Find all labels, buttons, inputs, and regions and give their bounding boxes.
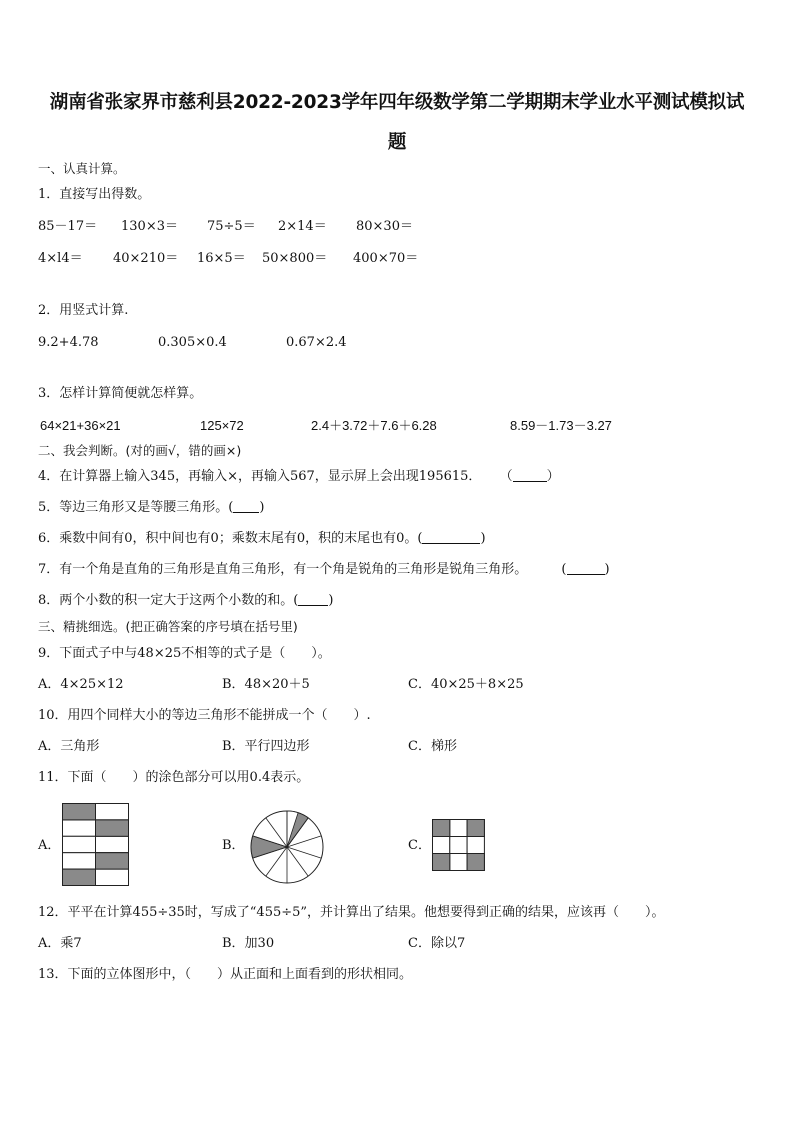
q2-label: 2．用竖式计算. [38, 303, 129, 318]
q9-text: 9．下面式子中与48×25不相等的式子是（ ）。 [38, 646, 331, 661]
q7-text: 7．有一个角是直角的三角形是直角三角形，有一个角是锐角的三角形是锐角三角形。 [38, 562, 528, 577]
q12-option-b[interactable]: B．加30 [222, 936, 275, 951]
q5 [38, 500, 264, 516]
q4 [38, 469, 560, 485]
q2-expr: 0.305×0.4 [158, 335, 227, 350]
q11-figure-a-grid [62, 803, 129, 886]
q6-text: 6．乘数中间有0，积中间也有0；乘数末尾有0，积的末尾也有0。 [38, 531, 418, 546]
q2-expr: 9.2+4.78 [38, 335, 99, 350]
q4-answer[interactable]: （ ） [499, 469, 560, 484]
q8 [38, 593, 333, 609]
page-title-line1: 湖南省张家界市慈利县2022-2023学年四年级数学第二学期期末学业水平测试模拟试 [49, 92, 745, 113]
q1-expr: 4×l4＝ [38, 251, 83, 266]
q11-option-b[interactable]: B． [222, 838, 245, 853]
q1-label: 1．直接写出得数。 [38, 187, 151, 202]
q3-expr: 64×21+36×21 [40, 418, 121, 433]
q5-text: 5．等边三角形又是等腰三角形。 [38, 500, 229, 515]
q6 [38, 531, 486, 547]
q3-expr: 125×72 [200, 418, 244, 433]
q13-text: 13．下面的立体图形中，（ ）从正面和上面看到的形状相同。 [38, 967, 413, 982]
q7-answer[interactable]: ( ) [561, 562, 610, 577]
q10-option-b[interactable]: B．平行四边形 [222, 739, 310, 754]
q1-expr: 16×5＝ [197, 251, 246, 266]
q12-option-a[interactable]: A．乘7 [38, 936, 82, 951]
q11-figure-c-grid [432, 819, 485, 871]
section-1-heading: 一、认真计算。 [38, 161, 126, 176]
q1-expr: 85－17＝ [38, 219, 98, 234]
q9-option-b[interactable]: B．48×20＋5 [222, 677, 310, 692]
q1-expr: 2×14＝ [278, 219, 327, 234]
q11-option-c[interactable]: C． [408, 838, 431, 853]
q1-expr: 40×210＝ [113, 251, 179, 266]
q1-expr: 50×800＝ [262, 251, 328, 266]
q12-option-c[interactable]: C．除以7 [408, 936, 466, 951]
q1-expr: 80×30＝ [356, 219, 413, 234]
q11-option-a[interactable]: A． [38, 838, 61, 853]
section-2-heading: 二、我会判断。(对的画√，错的画×) [38, 443, 242, 458]
q1-expr: 400×70＝ [353, 251, 419, 266]
q3-label: 3．怎样计算简便就怎样算。 [38, 386, 203, 401]
q12-text: 12．平平在计算455÷35时，写成了“455÷5”，并计算出了结果。他想要得到正确的结果，应该再（ ）。 [38, 905, 665, 920]
q1-expr: 75÷5＝ [207, 219, 256, 234]
q10-option-a[interactable]: A．三角形 [38, 739, 100, 754]
q6-answer[interactable]: ( ) [417, 531, 486, 546]
q7 [38, 562, 610, 578]
page-title-line2: 题 [387, 132, 407, 153]
q4-text: 4．在计算器上输入345，再输入×，再输入567，显示屏上会出现195615． [38, 469, 482, 484]
q10-option-c[interactable]: C．梯形 [408, 739, 457, 754]
q2-expr: 0.67×2.4 [286, 335, 347, 350]
q9-option-c[interactable]: C．40×25＋8×25 [408, 677, 524, 692]
q8-answer[interactable]: ( ) [293, 593, 334, 608]
q11-text: 11．下面（ ）的涂色部分可以用0.4表示。 [38, 770, 310, 785]
q9-option-a[interactable]: A．4×25×12 [38, 677, 124, 692]
q11-figure-b-circle [249, 809, 325, 885]
q3-expr: 2.4＋3.72＋7.6＋6.28 [311, 418, 437, 433]
q3-expr: 8.59－1.73－3.27 [510, 418, 612, 433]
q10-text: 10．用四个同样大小的等边三角形不能拼成一个（ ）. [38, 708, 371, 723]
q8-text: 8．两个小数的积一定大于这两个小数的和。 [38, 593, 294, 608]
q1-expr: 130×3＝ [121, 219, 178, 234]
section-3-heading: 三、精挑细选。(把正确答案的序号填在括号里) [38, 619, 298, 634]
q5-answer[interactable]: ( ) [228, 500, 265, 515]
